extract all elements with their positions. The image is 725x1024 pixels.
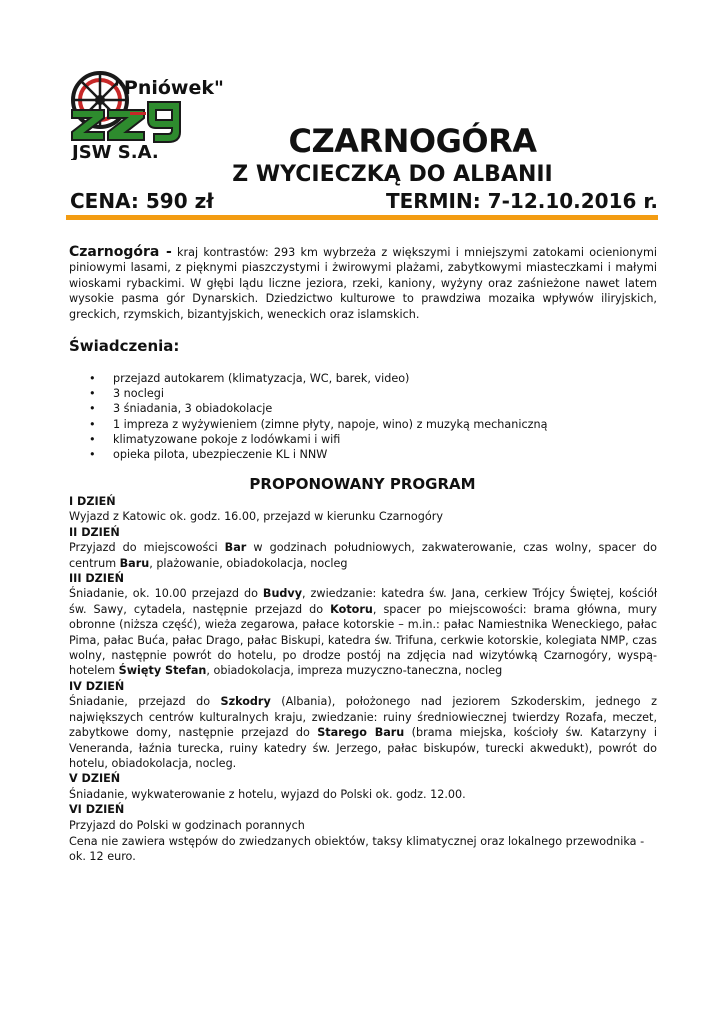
list-item: • opieka pilota, ubezpieczenie KL i NNW: [113, 447, 673, 462]
place-name: Kotoru: [330, 602, 373, 616]
intro-lead: Czarnogóra -: [69, 244, 172, 260]
place-name: Szkodry: [220, 695, 271, 709]
place-name: Bar: [224, 541, 247, 555]
program-section: [69, 494, 657, 833]
intro-text: kraj kontrastów: 293 km wybrzeża z większymi i mniejszymi zatokami ocienionymi piniowymi lasami, z pięknymi piaszczystymi i żwirowymi plażami, zabytkowymi miasteczkami i małymi wioskami rybackimi. W głębi lądu liczne jeziora, rzeki, kaniony, wyżyny oraz zaśnieżone nawet latem wysokie pasma gór Dynarskich. Dziedzictwo kulturowe to prawdziwa mozaika wpływów iliryjskich, greckich, rzymskich, bizantyjskich, weneckich oraz islamskich.: [69, 246, 657, 321]
day-description: [69, 818, 657, 833]
day-text: , plażowanie, obiadokolacja, nocleg: [149, 556, 348, 570]
day-text: Śniadanie, ok. 10.00 przejazd do: [69, 587, 263, 601]
program-heading: PROPONOWANY PROGRAM: [249, 475, 476, 493]
day-description: [69, 586, 657, 678]
day-text: , zwiedzanie: katedra św. Jana, cerkiew Trójcy Świętej, kościół św. Sawy, cytadela, następnie przejazd do: [69, 587, 657, 616]
day-text: Śniadanie, wykwaterowanie z hotelu, wyjazd do Polski ok. godz. 12.00.: [69, 787, 466, 801]
day-label: IV DZIEŃ: [69, 679, 125, 693]
logo-sub: JSW S.A.: [72, 142, 159, 160]
day-label: VI DZIEŃ: [69, 803, 125, 817]
place-name: Baru: [119, 556, 150, 570]
day-text: w godzinach południowych, zakwaterowanie, czas wolny, spacer do centrum: [69, 541, 657, 570]
price-note: Cena nie zawiera wstępów do zwiedzanych obiektów, taksy klimatycznej oraz lokalnego przewodnika - ok. 12 euro.: [69, 835, 645, 864]
place-name: Budvy: [262, 587, 303, 601]
intro-paragraph: [69, 245, 657, 322]
day-description: [69, 540, 657, 571]
place-name: Święty Stefan: [118, 664, 207, 678]
day-text: , obiadokolacja, impreza muzyczno-taneczna, nocleg: [206, 664, 503, 678]
day-label: I DZIEŃ: [69, 495, 116, 508]
day-text: Wyjazd z Katowic ok. godz. 16.00, przejazd w kierunku Czarnogóry: [69, 510, 443, 524]
day-text: Przyjazd do Polski w godzinach porannych: [69, 818, 305, 832]
day-text: Śniadanie, przejazd do: [69, 695, 221, 709]
benefits-list: [69, 371, 673, 462]
page-title: CZARNOGÓRA: [288, 122, 537, 160]
list-item: • 3 noclegi: [113, 386, 673, 401]
day-description: [69, 694, 657, 771]
day-description: [69, 509, 657, 524]
benefits-heading: Świadczenia:: [69, 337, 180, 355]
place-name: Starego Baru: [317, 726, 405, 740]
page-subtitle: Z WYCIECZKĄ DO ALBANII: [232, 162, 553, 187]
price-label: CENA: 590 zł: [70, 189, 214, 213]
day-description: [69, 787, 657, 802]
list-item: • 3 śniadania, 3 obiadokolacje: [113, 401, 673, 416]
day-label: V DZIEŃ: [69, 772, 121, 786]
orange-divider: [66, 215, 658, 220]
day-label: III DZIEŃ: [69, 572, 124, 586]
term-label: TERMIN: 7-12.10.2016 r.: [385, 189, 658, 213]
list-item: • przejazd autokarem (klimatyzacja, WC, barek, video): [113, 371, 673, 386]
day-text: (brama miejska, kościoły św. Katarzyny i Veneranda, łaźnia turecka, ruiny katedry św. Jerzego, pałac biskupów, turecki akwedukt), powrót do hotelu, obiadokolacja, nocleg.: [69, 726, 657, 770]
price-term-row: [70, 189, 658, 213]
list-item: • 1 impreza z wyżywieniem (zimne płyty, napoje, wino) z muzyką mechaniczną: [113, 417, 673, 432]
day-text: , spacer po miejscowości: brama główna, mury obronne (niższa część), wieża zegarowa, pałace kotorskie – m.in.: pałac Namiestnika Weneckiego, pałac Pima, pałac Buća, pałac Drago, pałac Biskupi, katedra św. Trifuna, cerkwie kotorskie, kolegiata NMP, czas wolny, następnie powrót do hotelu, po drodze postój na zdjęcia nad wizytówką Czarnogóry, wyspą-hotelem: [69, 602, 658, 678]
day-text: (Albania), położonego nad jeziorem Szkoderskim, jednego z największych centrów kulturalnych kraju, zwiedzanie: ruiny średniowiecznej twierdzy Rozafa, meczet, zabytkowe domy, następnie przejazd do: [69, 695, 657, 740]
day-text: Przyjazd do miejscowości: [69, 541, 225, 555]
day-label: II DZIEŃ: [69, 525, 120, 539]
logo-brand: "Pniówek": [114, 77, 224, 99]
list-item: • klimatyzowane pokoje z lodówkami i wifi: [113, 432, 673, 447]
